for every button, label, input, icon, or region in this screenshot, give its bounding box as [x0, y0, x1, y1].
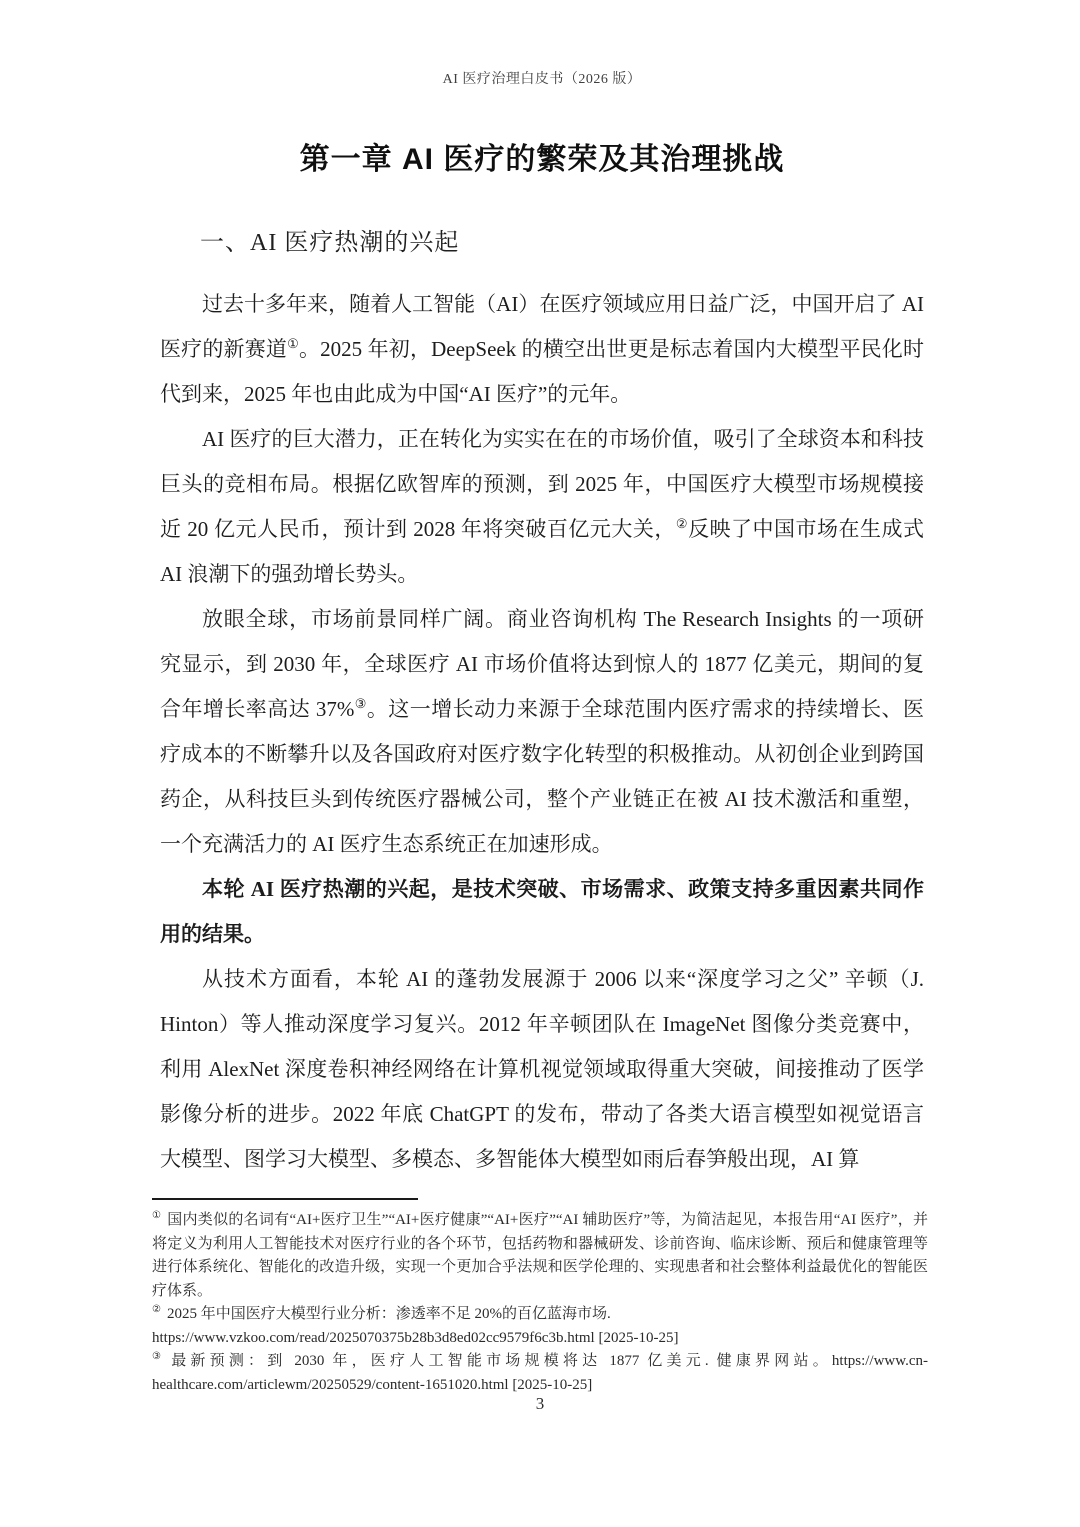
footnote-1	[152, 1209, 928, 1303]
footnote-2-marker: ②	[152, 1304, 161, 1315]
footnote-ref-1: ①	[287, 336, 299, 351]
running-header: AI 医疗治理白皮书（2026 版）	[442, 72, 642, 87]
paragraph-2-text: AI 医疗的巨大潜力，正在转化为实实在在的市场价值，吸引了全球资本和科技巨头的竞相布局。根据亿欧智库的预测，到 2025 年，中国医疗大模型市场规模接近 20 亿元人民币，预计到 2028 年将突破百亿元大关，	[160, 427, 924, 541]
chapter-title: 第一章 AI 医疗的繁荣及其治理挑战	[299, 143, 785, 176]
paragraph-2	[160, 417, 924, 597]
paragraph-1	[160, 282, 924, 417]
footnote-divider	[152, 1198, 418, 1200]
footnote-2-text: 2025 年中国医疗大模型行业分析：渗透率不足 20%的百亿蓝海市场.	[166, 1306, 611, 1322]
footnote-area	[152, 1198, 928, 1397]
footnote-1-text: 国内类似的名词有“AI+医疗卫生”“AI+医疗健康”“AI+医疗”“AI 辅助医疗”等，为简洁起见，本报告用“AI 医疗”，并将定义为利用人工智能技术对医疗行业的各个环节，包括药物和器械研发、诊前咨询、临床诊断、预后和健康管理等进行体系统化、智能化的改造升级，实现一个更加合乎法规和医学伦理的、实现患者和社会整体利益最优化的智能医疗体系。	[152, 1212, 928, 1299]
section-heading: 一、AI 医疗热潮的兴起	[200, 230, 460, 256]
paragraph-5: 从技术方面看，本轮 AI 的蓬勃发展源于 2006 以来“深度学习之父” 辛顿（J. Hinton）等人推动深度学习复兴。2012 年辛顿团队在 ImageNet 图像分类竞赛中，利用 AlexNet 深度卷积神经网络在计算机视觉领域取得重大突破，间接推动了医学影像分析的进步。2022 年底 ChatGPT 的发布，带动了各类大语言模型如视觉语言大模型、图学习大模型、多模态、多智能体大模型如雨后春笋般出现，AI 算	[160, 967, 924, 1171]
footnote-3	[152, 1350, 928, 1397]
paragraph-1-text: 过去十多年来，随着人工智能（AI）在医疗领域应用日益广泛，中国开启了 AI 医疗的新赛道	[160, 292, 924, 361]
body-text	[160, 282, 924, 1182]
footnote-ref-3: ③	[354, 696, 367, 711]
paragraph-3	[160, 597, 924, 867]
paragraph-2-text-cont: 反映了中国市场在生成式 AI 浪潮下的强劲增长势头。	[160, 517, 925, 586]
footnote-3-text: 最新预测：到 2030 年，医疗人工智能市场规模将达 1877 亿美元. 健康界网站。https://www.cn-healthcare.com/articlewm/20250529/content-1651020.html [2025-10-25]	[152, 1353, 929, 1393]
footnote-ref-2: ②	[675, 516, 689, 531]
footnote-2-url: https://www.vzkoo.com/read/2025070375b28b3d8ed02cc9579f6c3b.html [2025-10-25]	[152, 1329, 679, 1346]
page-number: 3	[535, 1394, 545, 1413]
footnote-2	[152, 1303, 928, 1350]
footnote-1-marker: ①	[152, 1210, 162, 1221]
footnote-3-marker: ③	[152, 1351, 166, 1362]
paragraph-3-text: 放眼全球，市场前景同样广阔。商业咨询机构 The Research Insights 的一项研究显示，到 2030 年，全球医疗 AI 市场价值将达到惊人的 1877 亿美元，期间的复合年增长率高达 37%	[160, 607, 924, 721]
paragraph-3-text-cont: 。这一增长动力来源于全球范围内医疗需求的持续增长、医疗成本的不断攀升以及各国政府对医疗数字化转型的积极推动。从初创企业到跨国药企，从科技巨头到传统医疗器械公司，整个产业链正在被 AI 技术激活和重塑，一个充满活力的 AI 医疗生态系统正在加速形成。	[160, 697, 924, 856]
paragraph-1-text-cont: 。2025 年初，DeepSeek 的横空出世更是标志着国内大模型平民化时代到来，2025 年也由此成为中国“AI 医疗”的元年。	[160, 337, 924, 406]
paragraph-4-bold: 本轮 AI 医疗热潮的兴起，是技术突破、市场需求、政策支持多重因素共同作用的结果。	[160, 877, 924, 946]
